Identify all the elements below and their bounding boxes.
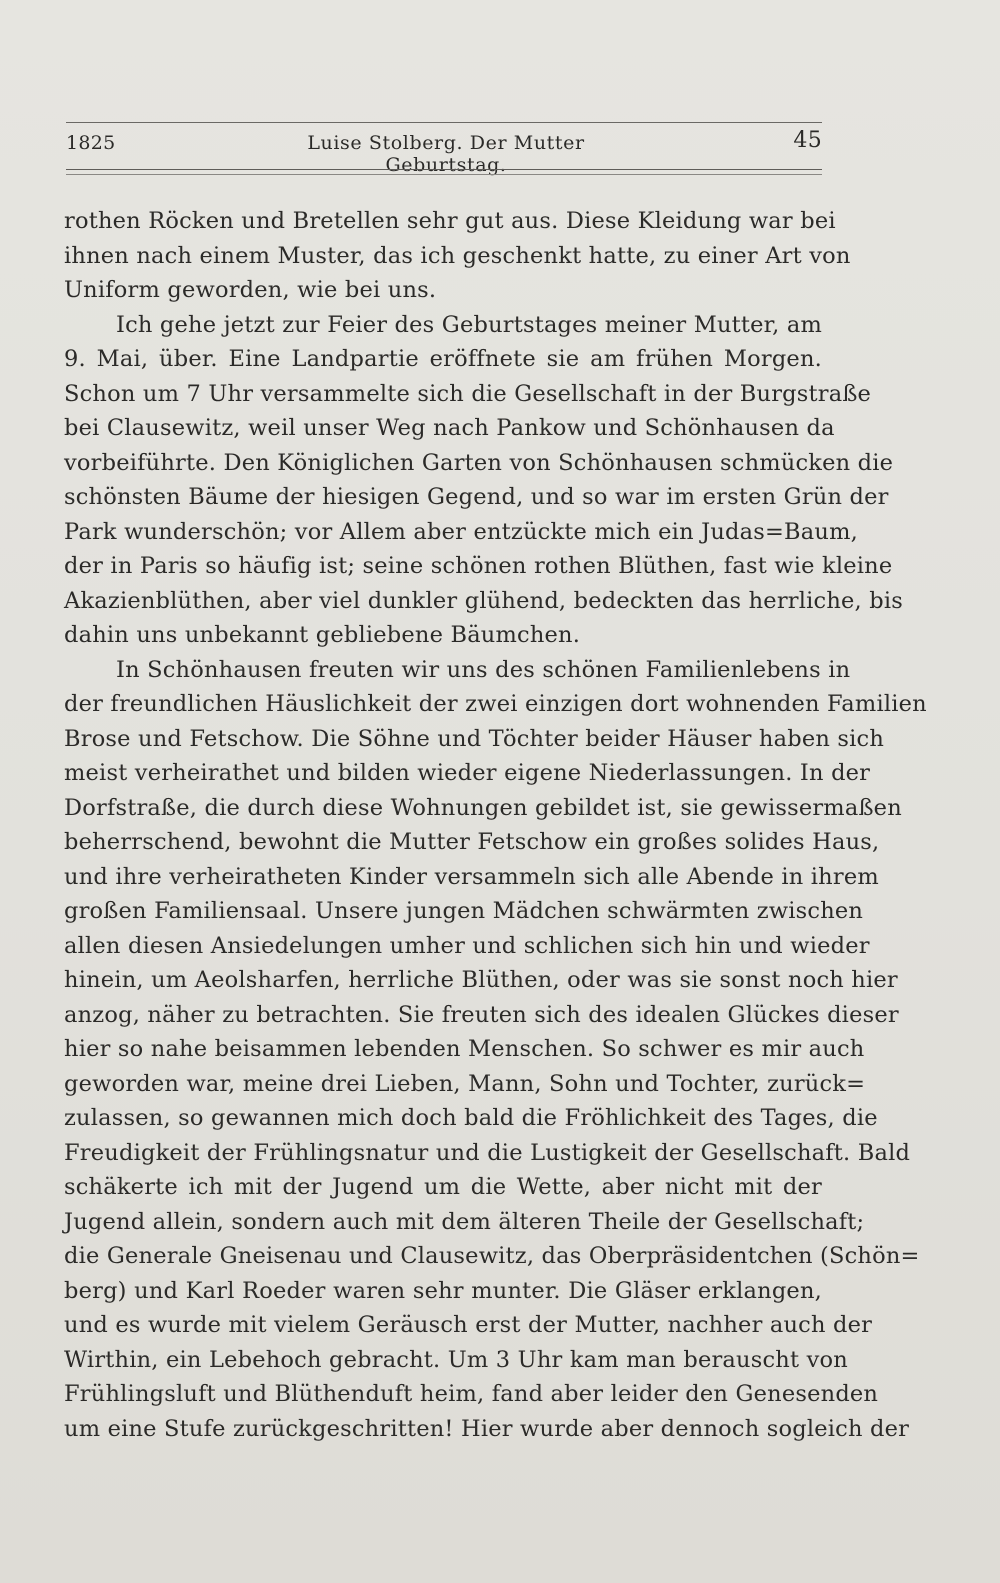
top-rule	[66, 122, 822, 123]
text-line: Schon um 7 Uhr versammelte sich die Gesellschaft in der Burgstraße	[64, 380, 872, 407]
text-line: Jugend allein, sondern auch mit dem älteren Theile der Gesellschaft;	[64, 1208, 865, 1235]
text-line: Freudigkeit der Frühlingsnatur und die Lustigkeit der Gesellschaft. Bald	[64, 1139, 911, 1166]
paragraph-start-line: Ich gehe jetzt zur Feier des Geburtstages meiner Mutter, am	[116, 311, 823, 338]
text-line: schäkerte ich mit der Jugend um die Wette, aber nicht mit der	[64, 1174, 822, 1200]
body-text	[64, 204, 927, 1446]
text-line: bei Clausewitz, weil unser Weg nach Pankow und Schönhausen da	[64, 415, 835, 441]
text-line: um eine Stufe zurückgeschritten! Hier wurde aber dennoch sogleich der	[64, 1415, 910, 1442]
running-head	[66, 128, 822, 176]
running-head-title: Luise Stolberg. Der Mutter Geburtstag.	[307, 132, 585, 176]
text-line: allen diesen Ansiedelungen umher und schlichen sich hin und wieder	[64, 932, 870, 959]
text-line: beherrschend, bewohnt die Mutter Fetschow ein großes solides Haus,	[64, 829, 880, 855]
text-line: Brose und Fetschow. Die Söhne und Töchter beider Häuser haben sich	[64, 725, 885, 752]
text-line: ihnen nach einem Muster, das ich geschenkt hatte, zu einer Art von	[64, 242, 851, 269]
text-line: hier so nahe beisammen lebenden Menschen. So schwer es mir auch	[64, 1036, 865, 1062]
text-line: 9. Mai, über. Eine Landpartie eröffnete sie am frühen Morgen.	[64, 346, 822, 372]
text-line: die Generale Gneisenau und Clausewitz, das Oberpräsidentchen (Schön=	[64, 1243, 920, 1269]
header-rule-thin	[66, 174, 822, 175]
text-line: dahin uns unbekannt gebliebene Bäumchen.	[64, 622, 581, 648]
text-line: schönsten Bäume der hiesigen Gegend, und so war im ersten Grün der	[64, 484, 889, 510]
paragraph-start-line: In Schönhausen freuten wir uns des schönen Familienlebens in	[116, 656, 851, 683]
text-line: rothen Röcken und Bretellen sehr gut aus. Diese Kleidung war bei	[64, 208, 836, 234]
text-line: Frühlingsluft und Blüthenduft heim, fand aber leider den Genesenden	[64, 1381, 879, 1407]
text-line: Dorfstraße, die durch diese Wohnungen gebildet ist, sie gewissermaßen	[64, 794, 902, 821]
text-line: geworden war, meine drei Lieben, Mann, Sohn und Tochter, zurück=	[64, 1070, 866, 1097]
text-line: der freundlichen Häuslichkeit der zwei einzigen dort wohnenden Familien	[64, 691, 927, 717]
header-rule	[66, 169, 822, 170]
text-line: und ihre verheiratheten Kinder versammeln sich alle Abende in ihrem	[64, 863, 879, 890]
text-line: der in Paris so häufig ist; seine schönen rothen Blüthen, fast wie kleine	[64, 553, 893, 579]
text-line: hinein, um Aeolsharfen, herrliche Blüthen, oder was sie sonst noch hier	[64, 967, 898, 993]
text-line: Wirthin, ein Lebehoch gebracht. Um 3 Uhr kam man berauscht von	[64, 1346, 848, 1373]
text-line: großen Familiensaal. Unsere jungen Mädchen schwärmten zwischen	[64, 898, 864, 924]
text-line: Uniform geworden, wie bei uns.	[64, 277, 437, 303]
text-line: zulassen, so gewannen mich doch bald die Fröhlichkeit des Tages, die	[64, 1105, 878, 1131]
text-line: berg) und Karl Roeder waren sehr munter. Die Gläser erklangen,	[64, 1277, 822, 1304]
text-line: und es wurde mit vielem Geräusch erst der Mutter, nachher auch der	[64, 1312, 873, 1338]
text-line: anzog, näher zu betrachten. Sie freuten sich des idealen Glückes dieser	[64, 1001, 899, 1028]
running-head-year: 1825	[66, 132, 116, 154]
text-line: Akazienblüthen, aber viel dunkler glühend, bedeckten das herrliche, bis	[64, 587, 903, 614]
text-line: vorbeiführte. Den Königlichen Garten von Schönhausen schmücken die	[64, 449, 894, 476]
text-line: meist verheirathet und bilden wieder eigene Niederlassungen. In der	[64, 760, 871, 786]
page-number: 45	[793, 128, 822, 153]
text-line: Park wunderschön; vor Allem aber entzückte mich ein Judas=Baum,	[64, 518, 858, 545]
